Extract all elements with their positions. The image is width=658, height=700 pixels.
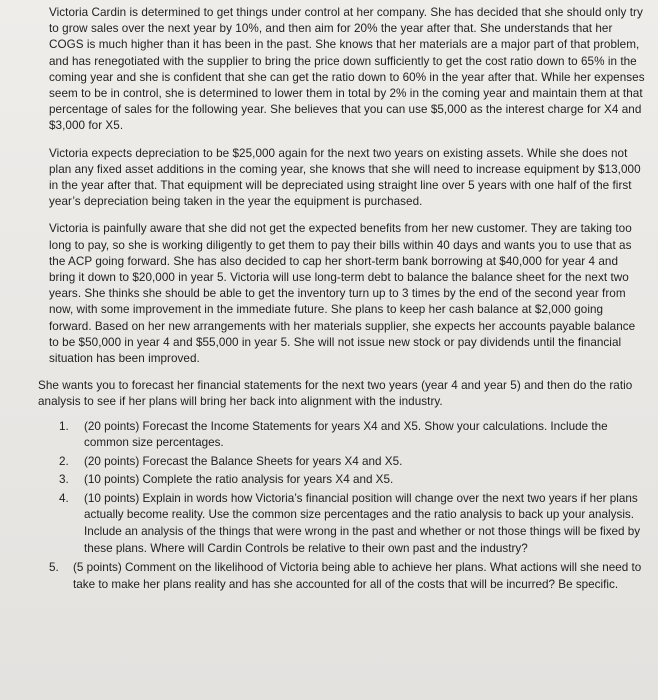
task-list bbox=[49, 419, 646, 594]
paragraph-depreciation: Victoria expects depreciation to be $25,000 again for the next two years on existing assets. While she does not plan any fixed asset additions in the coming year, she knows that she will need to increase equipment by $13,000 in the year after that. That equipment will be depreciated using straight line over 5 years with one half of the first year’s depreciation being taken in the year the equipment is purchased. bbox=[49, 146, 641, 209]
task-item bbox=[49, 491, 646, 558]
paragraph-instructions: She wants you to forecast her financial statements for the next two years (year 4 and year 5) and then do the ratio analysis to see if her plans will bring her back into alignment with the industry. bbox=[38, 379, 633, 409]
task-number: 3. bbox=[59, 473, 69, 487]
task-number: 1. bbox=[59, 419, 69, 433]
task-text: (5 points) Comment on the likelihood of Victoria being able to achieve her plans. What actions will she need to take to make her plans reality and has she accounted for all of the costs that will be incurred? Be specific. bbox=[73, 560, 642, 591]
task-number: 5. bbox=[49, 560, 59, 574]
task-item bbox=[49, 419, 646, 453]
task-item bbox=[49, 472, 646, 489]
paragraph-balance-sheet-plans: Victoria is painfully aware that she did not get the expected benefits from her new customer. They are taking too long to pay, so she is working diligently to get them to pay their bills within 40 days and wants you to use that as the ACP going forward. She has also decided to cap her short-term bank borrowing at $40,000 for year 4 and bring it down to $20,000 in year 5. Victoria will use long-term debt to balance the balance sheet for the next two years. She thinks she should be able to get the inventory turn up to 3 times by the end of the second year from now, with some improvement in the immediate future. She plans to keep her cash balance at $2,000 going forward. Based on her new arrangements with her materials supplier, she expects her accounts payable balance to be $50,000 in year 4 and $55,000 in year 5. She will not issue new stock or pay dividends until the financial situation has been improved. bbox=[49, 222, 636, 366]
task-item bbox=[49, 560, 646, 594]
task-text: (20 points) Forecast the Balance Sheets for years X4 and X5. bbox=[84, 454, 403, 468]
task-item bbox=[49, 454, 646, 471]
task-number: 2. bbox=[59, 454, 69, 468]
task-text: (10 points) Explain in words how Victoria’s financial position will change over the next two years if her plans actually become reality. Use the common size percentages and the ratio analysis to back up your analysis. Include an analysis of the things that were wrong in the past and whether or not those things will be fixed by these plans. Where will Cardin Controls be relative to their own past and the industry? bbox=[84, 491, 641, 556]
paragraph-sales-and-cogs: Victoria Cardin is determined to get things under control at her company. She has decided that she should only try to grow sales over the next year by 10%, and then aim for 20% the year after that. She understands that her COGS is much higher than it has been in the past. She knows that her materials are a major part of that problem, and has renegotiated with the supplier to bring the price down sufficiently to get the cost ratio down to 65% in the coming year and she is confident that she can get the ratio down to 60% in the year after that. While her expenses seem to be in control, she is determined to lower them in total by 2% in the coming year and maintain them at that percentage of sales for the following year. She believes that you can use $5,000 as the interest charge for X4 and $3,000 for X5. bbox=[49, 6, 645, 133]
task-text: (10 points) Complete the ratio analysis for years X4 and X5. bbox=[84, 473, 394, 487]
task-text: (20 points) Forecast the Income Statements for years X4 and X5. Show your calculations. Include the common size percentages. bbox=[84, 419, 608, 450]
task-number: 4. bbox=[59, 491, 69, 505]
